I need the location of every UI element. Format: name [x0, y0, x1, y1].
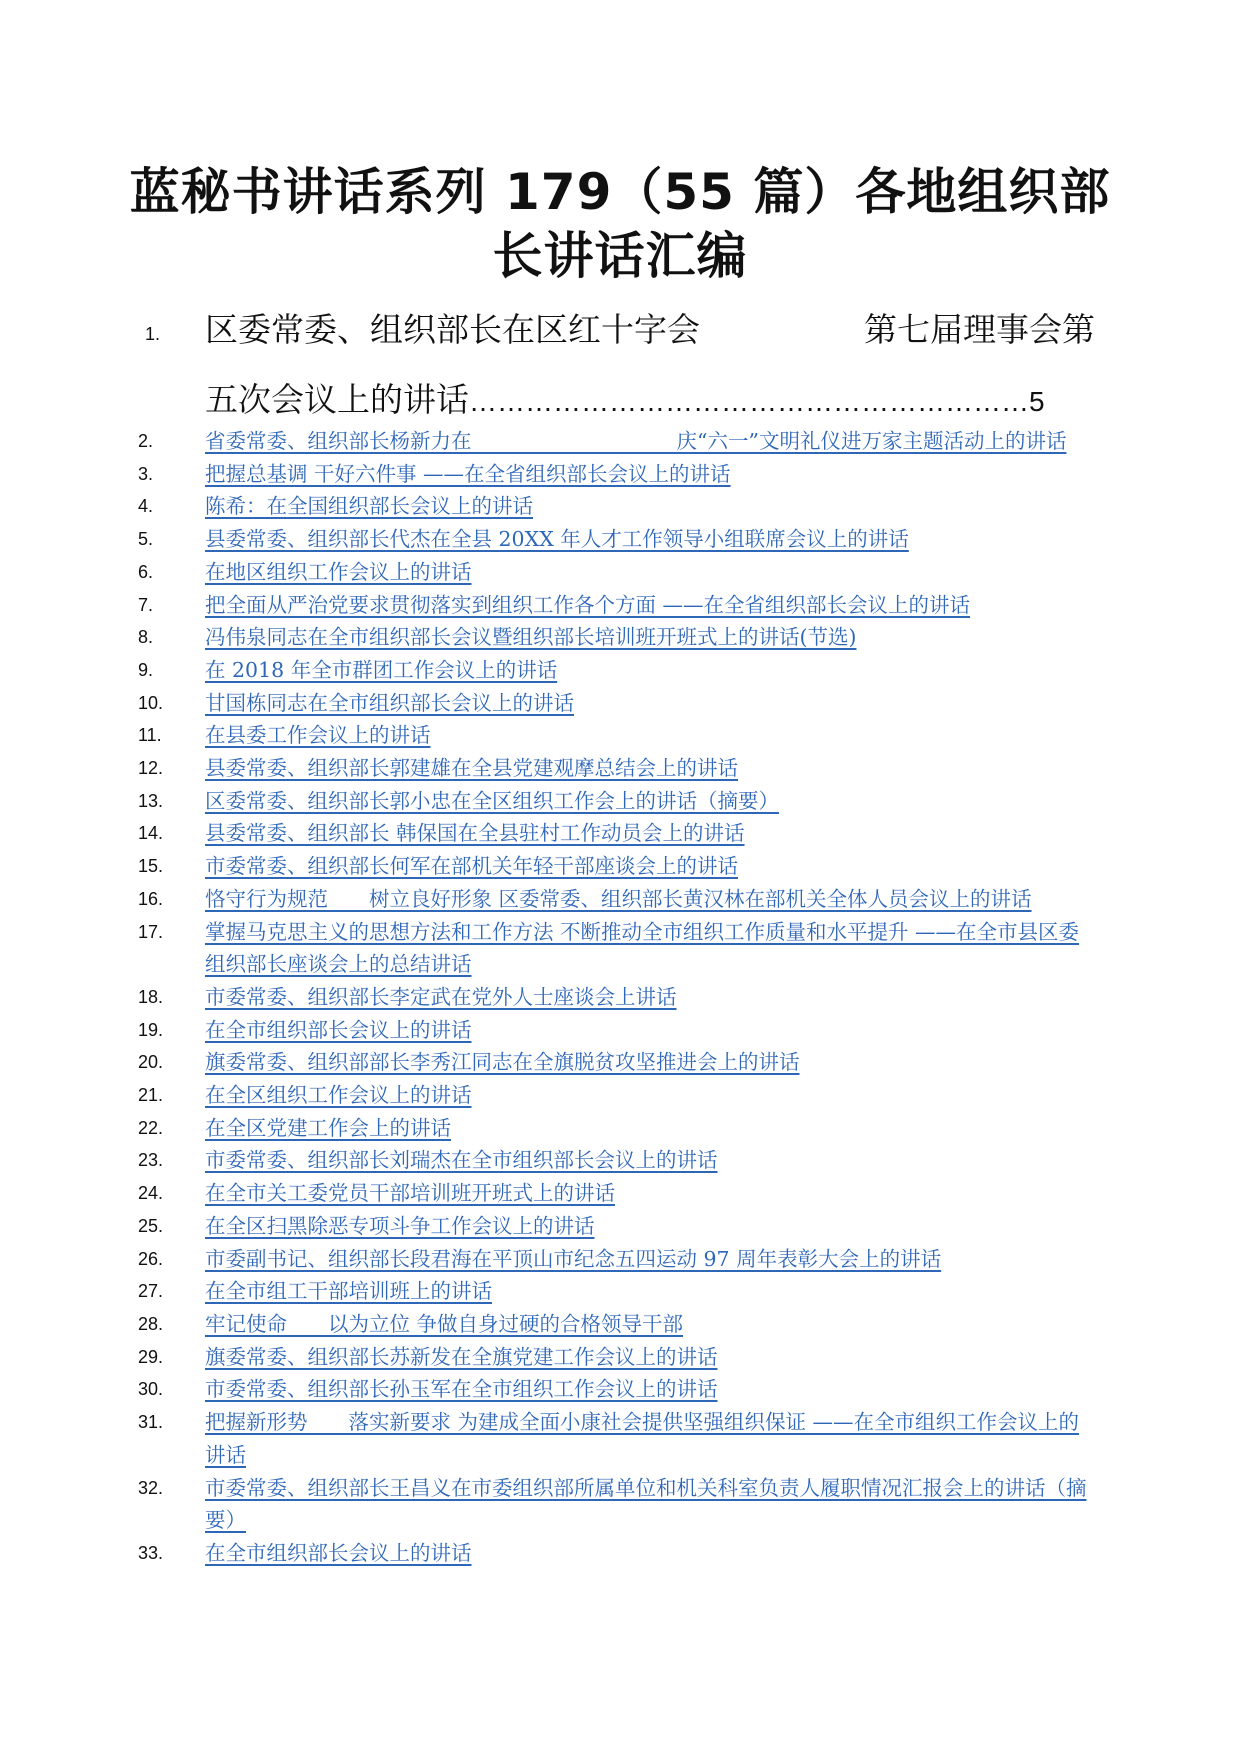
toc-item-link-text[interactable]: 甘国栋同志在全市组织部长会议上的讲话	[205, 690, 574, 715]
toc-item-number: 8.	[138, 627, 154, 648]
toc-item-number: 27.	[138, 1281, 164, 1302]
toc-item-number: 30.	[138, 1379, 164, 1400]
toc-item-number: 9.	[138, 659, 154, 680]
toc-link-item[interactable]	[0, 916, 1095, 981]
toc-item-link-text[interactable]: 在地区组织工作会议上的讲话	[205, 559, 472, 584]
toc-item-link-text[interactable]: 县委常委、组织部长 韩保国在全县驻村工作动员会上的讲话	[205, 821, 745, 846]
toc-item-link-text[interactable]: 陈希：在全国组织部长会议上的讲话	[205, 494, 533, 519]
toc-item-number: 11.	[138, 725, 162, 746]
toc-entry-text-continued: 五次会议上的讲话	[205, 380, 469, 419]
toc-link-item[interactable]	[0, 850, 1095, 883]
toc-item-number: 18.	[138, 986, 164, 1007]
toc-link-item[interactable]	[0, 1373, 1095, 1406]
toc-link-item[interactable]	[0, 687, 1095, 720]
toc-item-number: 12.	[138, 758, 164, 779]
toc-link-item[interactable]	[0, 1046, 1095, 1079]
toc-link-item[interactable]	[0, 556, 1095, 589]
toc-item-number: 24.	[138, 1183, 164, 1204]
toc-link-item[interactable]	[0, 883, 1095, 916]
toc-item-link-text[interactable]: 市委常委、组织部长王昌义在市委组织部所属单位和机关科室负责人履职情况汇报会上的讲话（摘要）	[205, 1475, 1087, 1533]
toc-link-item[interactable]	[0, 1275, 1095, 1308]
toc-item-number: 29.	[138, 1346, 164, 1367]
toc-item-number: 23.	[138, 1150, 164, 1171]
toc-item-number: 5.	[138, 529, 154, 550]
toc-item-number: 31.	[138, 1412, 164, 1433]
toc-item-link-text[interactable]: 把握总基调 干好六件事 ——在全省组织部长会议上的讲话	[205, 461, 731, 486]
toc-item-number: 20.	[138, 1052, 164, 1073]
toc-item-number: 2.	[138, 431, 154, 451]
toc-item-link-text[interactable]: 县委常委、组织部长代杰在全县 20XX 年人才工作领导小组联席会议上的讲话	[205, 527, 909, 552]
toc-item-number: 21.	[138, 1085, 164, 1106]
document-title: 蓝秘书讲话系列 179（55 篇）各地组织部长讲话汇编	[129, 163, 1111, 285]
toc-item-link-text[interactable]: 在县委工作会议上的讲话	[205, 723, 431, 748]
toc-item-number: 25.	[138, 1215, 164, 1236]
toc-item-number: 3.	[138, 463, 154, 484]
toc-entry-text-left: 区委常委、组织部长在区红十字会	[205, 310, 700, 349]
toc-page-number: 5	[1029, 386, 1045, 417]
toc-item-number: 16.	[138, 888, 164, 909]
toc-link-item[interactable]	[0, 1472, 1095, 1537]
toc-item-link-text[interactable]: 恪守行为规范 树立良好形象 区委常委、组织部长黄汉林在部机关全体人员会议上的讲话	[205, 886, 1032, 911]
toc-item-link-text[interactable]: 掌握马克思主义的思想方法和工作方法 不断推动全市组织工作质量和水平提升 ——在全市县区委组织部长座谈会上的总结讲话	[205, 919, 1080, 977]
toc-item-link-text[interactable]: 市委常委、组织部长刘瑞杰在全市组织部长会议上的讲话	[205, 1148, 718, 1173]
toc-item-number: 22.	[138, 1117, 164, 1138]
toc-entry-line-2	[205, 372, 1045, 430]
toc-link-item[interactable]	[0, 1210, 1095, 1243]
toc-item-link-text[interactable]: 市委常委、组织部长孙玉军在全市组织工作会议上的讲话	[205, 1377, 718, 1402]
toc-item-link-text[interactable]: 县委常委、组织部长郭建雄在全县党建观摩总结会上的讲话	[205, 756, 738, 781]
toc-list	[0, 425, 1240, 1570]
toc-item-link-text[interactable]: 在全区扫黑除恶专项斗争工作会议上的讲话	[205, 1213, 595, 1238]
toc-item-link-text[interactable]: 市委副书记、组织部长段君海在平顶山市纪念五四运动 97 周年表彰大会上的讲话	[205, 1246, 942, 1271]
toc-item-number: 33.	[138, 1542, 164, 1563]
toc-item-number: 13.	[138, 790, 164, 811]
toc-entry-line-1	[205, 302, 1095, 358]
toc-link-item[interactable]	[0, 589, 1095, 622]
toc-link-item[interactable]	[0, 1177, 1095, 1210]
toc-item-number: 32.	[138, 1477, 164, 1498]
toc-item-link-text[interactable]: 旗委常委、组织部长苏新发在全旗党建工作会议上的讲话	[205, 1344, 718, 1369]
toc-link-item[interactable]	[0, 1079, 1095, 1112]
toc-link-item[interactable]	[0, 1406, 1095, 1471]
toc-link-item[interactable]	[0, 1112, 1095, 1145]
toc-link-item[interactable]	[0, 523, 1095, 556]
toc-item-link-text[interactable]: 市委常委、组织部长何军在部机关年轻干部座谈会上的讲话	[205, 854, 738, 879]
toc-link-item[interactable]	[0, 621, 1095, 654]
toc-item-number: 10.	[138, 692, 164, 713]
toc-link-item[interactable]	[0, 1144, 1095, 1177]
toc-item-link-text[interactable]: 把握新形势 落实新要求 为建成全面小康社会提供坚强组织保证 ——在全市组织工作会议上的讲话	[205, 1410, 1080, 1467]
toc-link-item[interactable]	[0, 719, 1095, 752]
toc-entry-number: 1.	[145, 324, 161, 344]
toc-link-item[interactable]	[0, 785, 1095, 818]
toc-item-link-text[interactable]: 在 2018 年全市群团工作会议上的讲话	[205, 657, 558, 682]
toc-link-item[interactable]	[0, 752, 1095, 785]
toc-link-item[interactable]	[0, 654, 1095, 687]
toc-entry-text-right: 第七届理事会第	[864, 310, 1095, 349]
toc-item-number: 7.	[138, 594, 154, 615]
toc-item-number: 6.	[138, 561, 154, 582]
toc-item-link-text[interactable]: 在全区组织工作会议上的讲话	[205, 1083, 472, 1108]
toc-item-number: 15.	[138, 856, 164, 877]
toc-item-number: 28.	[138, 1313, 164, 1334]
toc-item-link-text[interactable]: 在全区党建工作会上的讲话	[205, 1115, 451, 1140]
toc-link-item[interactable]	[0, 817, 1095, 850]
toc-link-item[interactable]	[0, 1537, 1095, 1570]
toc-item-link-text[interactable]: 省委常委、组织部长杨新力在 庆“六一”文明礼仪进万家主题活动上的讲话	[205, 429, 1067, 453]
toc-link-item[interactable]	[0, 1308, 1095, 1341]
toc-link-item[interactable]	[0, 1014, 1095, 1047]
toc-item-number: 19.	[138, 1019, 164, 1040]
toc-link-item[interactable]	[0, 425, 1095, 458]
toc-link-item[interactable]	[0, 981, 1095, 1014]
toc-item-link-text[interactable]: 把全面从严治党要求贯彻落实到组织工作各个方面 ——在全省组织部长会议上的讲话	[205, 592, 971, 617]
toc-item-number: 26.	[138, 1248, 164, 1269]
toc-item-link-text[interactable]: 市委常委、组织部长李定武在党外人士座谈会上讲话	[205, 984, 677, 1009]
toc-link-item[interactable]	[0, 458, 1095, 491]
toc-item-link-text[interactable]: 区委常委、组织部长郭小忠在全区组织工作会上的讲话（摘要）	[205, 788, 779, 813]
toc-link-item[interactable]	[0, 1243, 1095, 1276]
toc-link-item[interactable]	[0, 490, 1095, 523]
toc-item-link-text[interactable]: 牢记使命 以为立位 争做自身过硬的合格领导干部	[205, 1311, 684, 1336]
toc-link-item[interactable]	[0, 1341, 1095, 1374]
toc-item-link-text[interactable]: 冯伟泉同志在全市组织部长会议暨组织部长培训班开班式上的讲话(节选)	[205, 625, 857, 650]
toc-item-number: 14.	[138, 823, 164, 844]
toc-item-link-text[interactable]: 在全市组织部长会议上的讲话	[205, 1540, 472, 1565]
toc-item-link-text[interactable]: 旗委常委、组织部部长李秀江同志在全旗脱贫攻坚推进会上的讲话	[205, 1050, 800, 1075]
toc-item-number: 17.	[138, 921, 164, 942]
toc-item-link-text[interactable]: 在全市关工委党员干部培训班开班式上的讲话	[205, 1181, 615, 1206]
toc-dot-leader: ……………………………………………………	[469, 386, 1029, 417]
toc-item-link-text[interactable]: 在全市组工干部培训班上的讲话	[205, 1279, 492, 1304]
toc-item-link-text[interactable]: 在全市组织部长会议上的讲话	[205, 1017, 472, 1042]
toc-item-number: 4.	[138, 496, 154, 517]
